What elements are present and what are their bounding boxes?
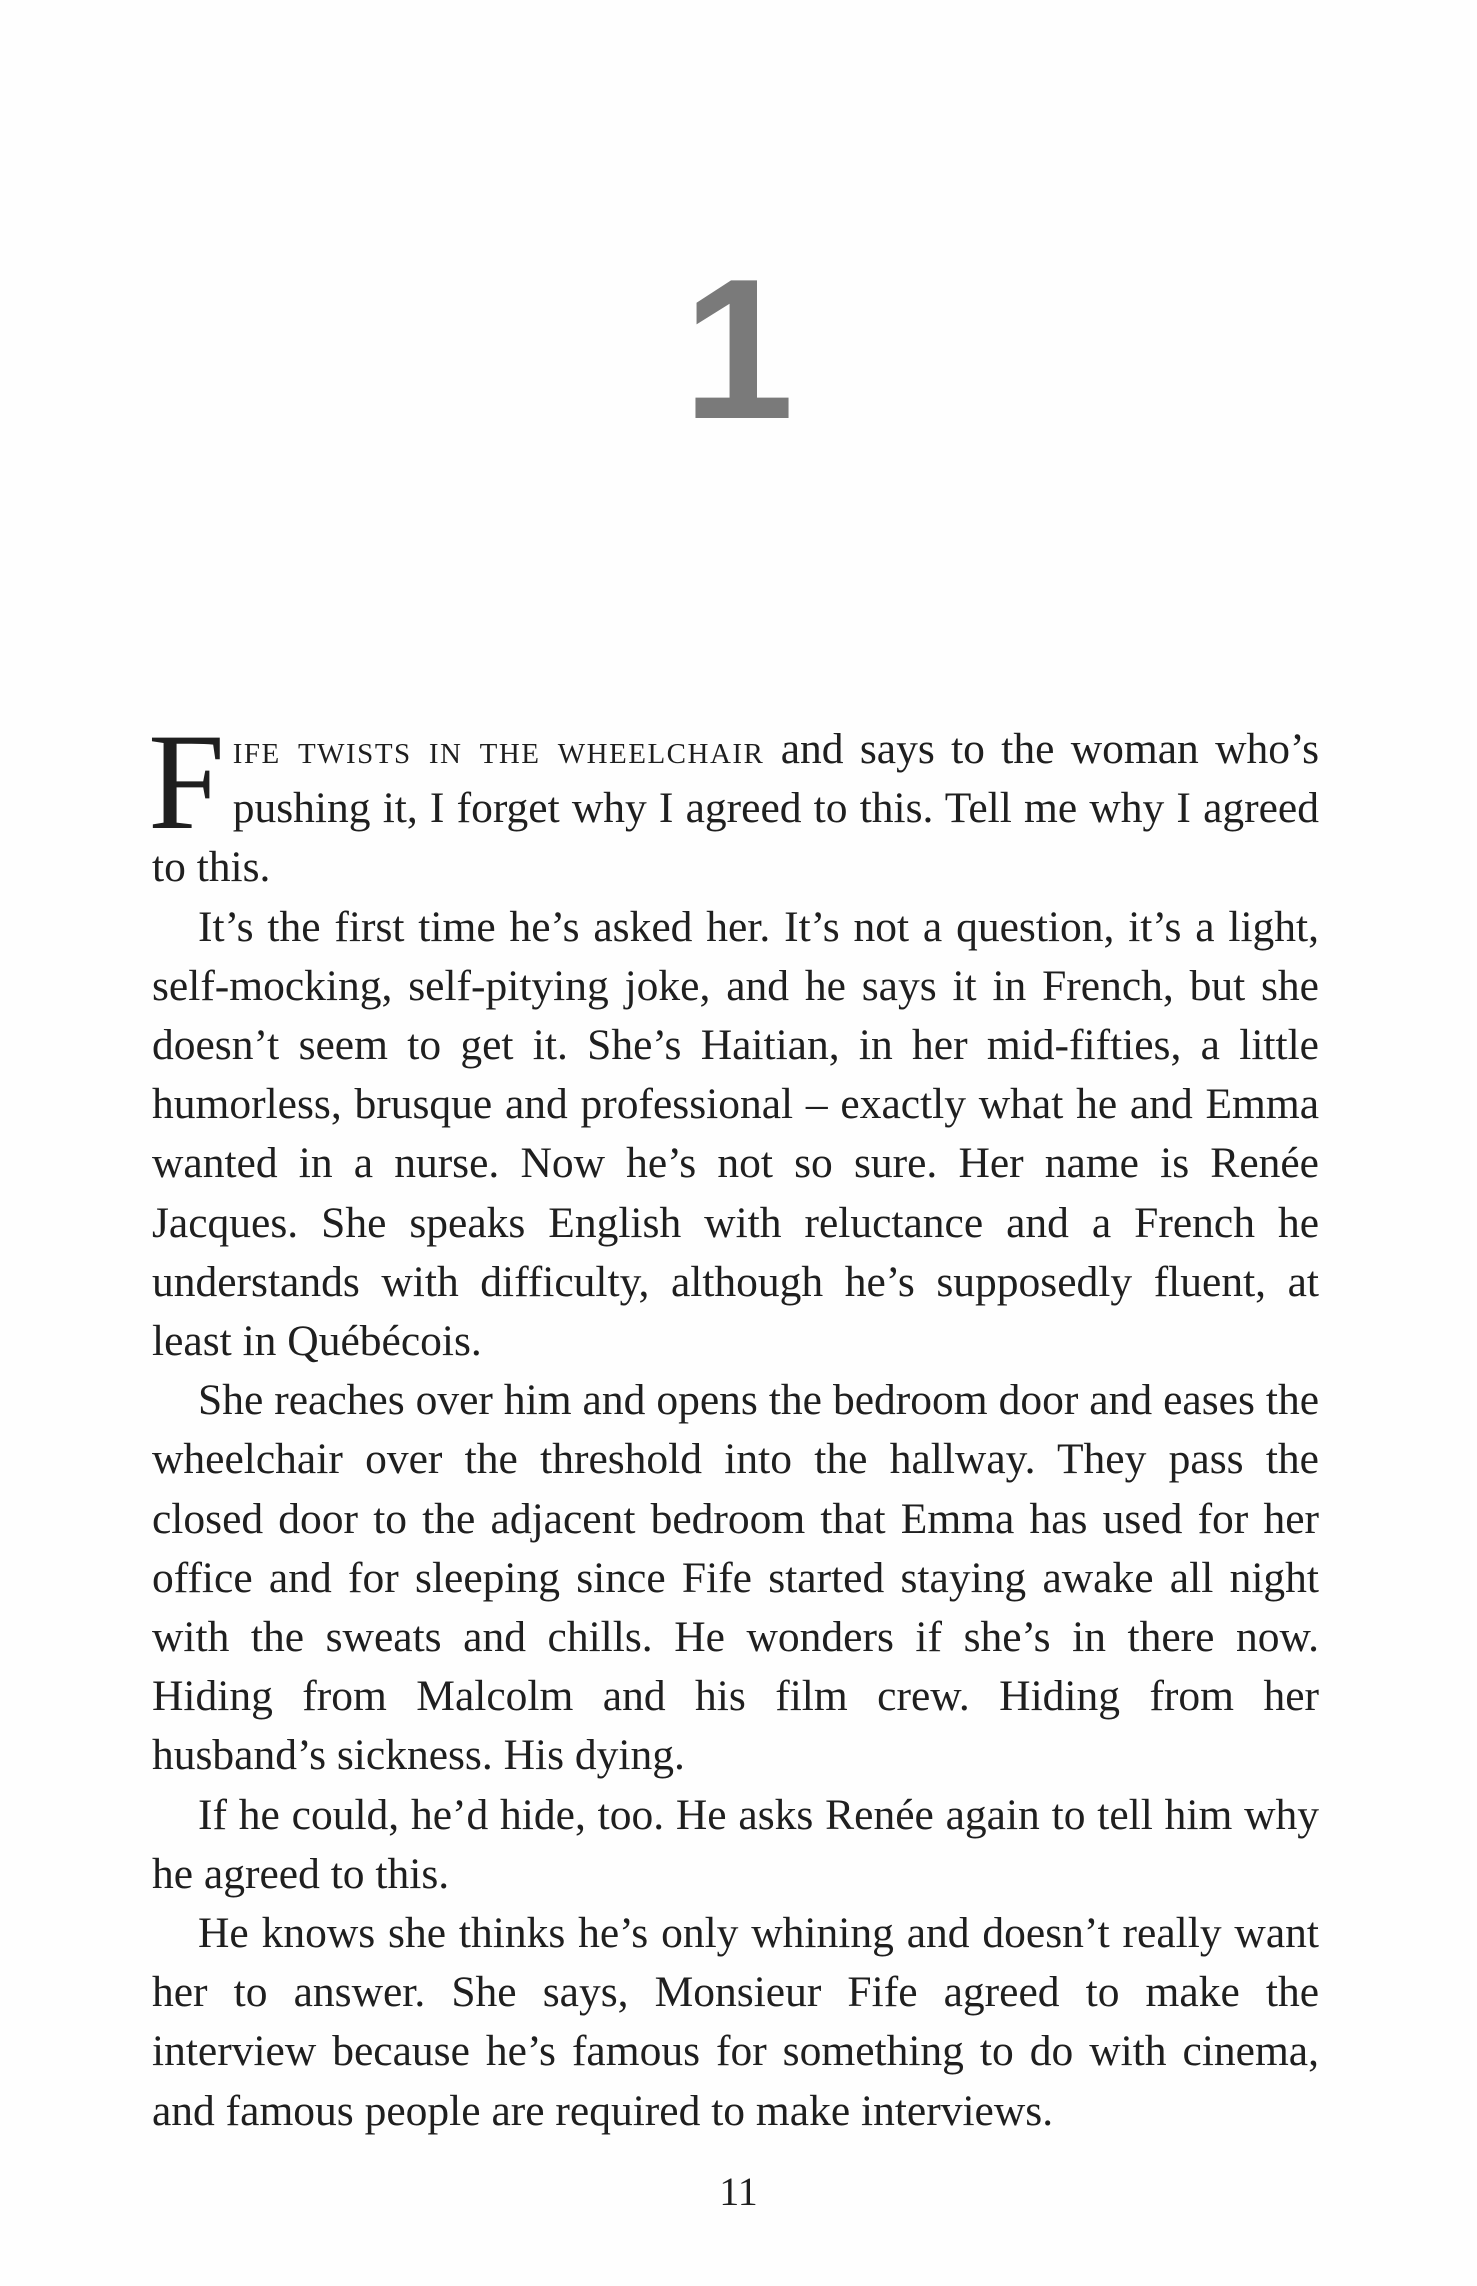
drop-cap-letter: F [148, 705, 225, 858]
opening-small-caps: ife twists in the wheelchair [232, 726, 765, 772]
paragraph-5: He knows she thinks he’s only whining and doesn’t really want her to answer. She says, Monsieur Fife agreed to make the interview because he’s famous for something to do with cinema, and famous people are required to make interviews. [152, 1909, 1319, 2135]
paragraph-4: If he could, he’d hide, too. He asks Renée again to tell him why he agreed to this. [152, 1790, 1319, 1898]
paragraph-1-text: and says to the woman who’s pushing it, I forget why I agreed to this. Tell me why I agreed to this. [152, 725, 1320, 892]
paragraph-2: It’s the first time he’s asked her. It’s not a question, it’s a light, self-mocking, self-pitying joke, and he says it in French, but she doesn’t seem to get it. She’s Haitian, in her mid-fifties, a little humorless, brusque and professional – exactly what he and Emma wanted in a nurse. Now he’s not so sure. Her name is Renée Jacques. She speaks English with reluctance and a French he understands with difficulty, although he’s supposedly fluent, at least in Québécois. [152, 902, 1319, 1366]
chapter-number: 1 [682, 238, 795, 461]
page-number: 11 [719, 2169, 758, 2214]
paragraph-1 [148, 705, 1320, 898]
paragraph-3: She reaches over him and opens the bedroom door and eases the wheelchair over the threshold into the hallway. They pass the closed door to the adjacent bedroom that Emma has used for her office and for sleeping since Fife started staying awake all night with the sweats and chills. He wonders if she’s in there now. Hiding from Malcolm and his film crew. Hiding from her husband’s sickness. His dying. [152, 1376, 1319, 1780]
chapter-body-text [148, 705, 1320, 2141]
